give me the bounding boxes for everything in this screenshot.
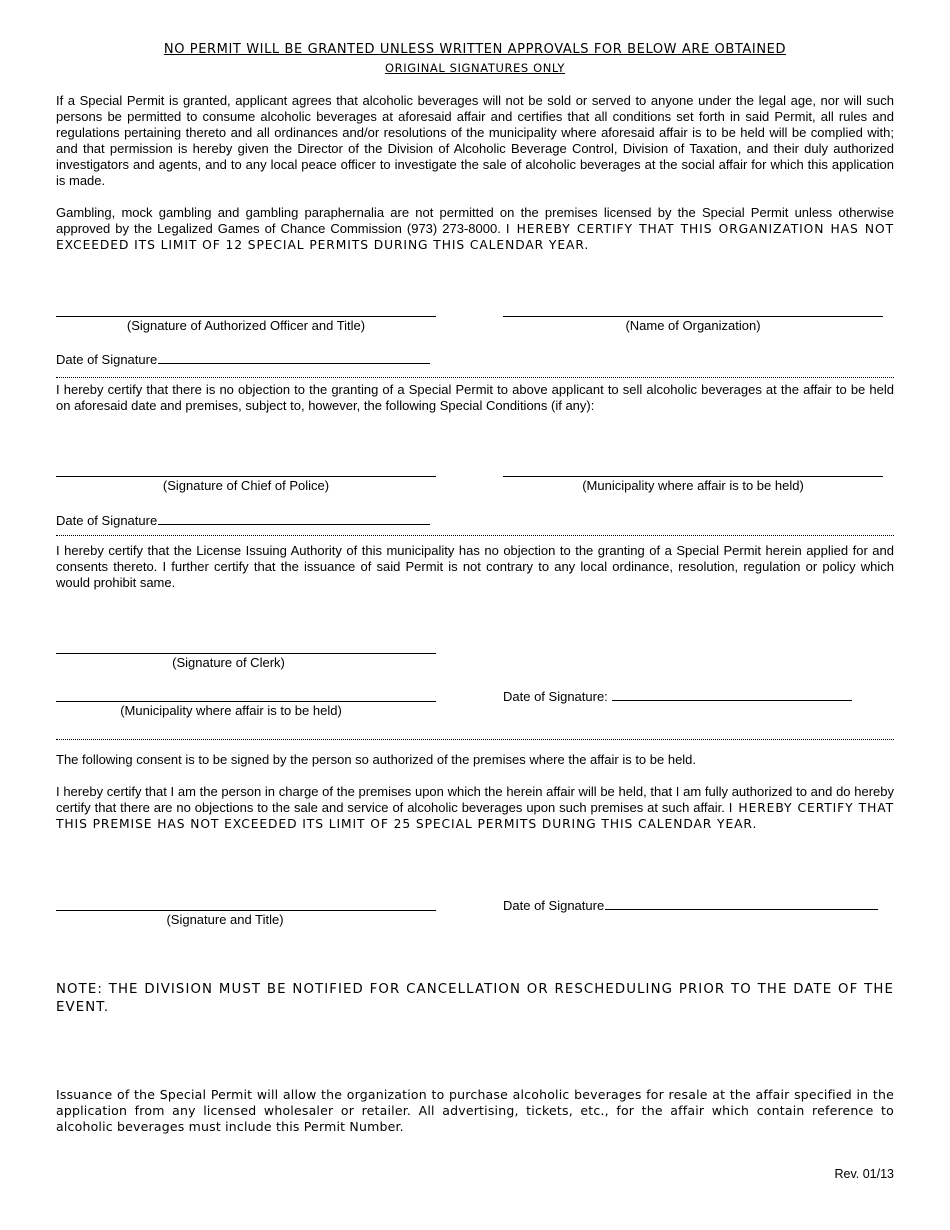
applicant-date-field[interactable] [56, 350, 430, 368]
organization-name-caption: (Name of Organization) [625, 318, 761, 333]
premises-signature-caption: (Signature and Title) [166, 912, 284, 927]
clerk-signature-caption: (Signature of Clerk) [172, 655, 285, 670]
clerk-certification: I hereby certify that the License Issuing Authority of this municipality has no objection to the granting of a Special Permit herein applied for and consents thereto. I further certify that the issuance of said Permit is not contrary to any local ordinance, resolution, regulation or policy which would prohibit same. [56, 543, 894, 590]
revision-label: Rev. 01/13 [834, 1167, 894, 1181]
premises-limit-certification: I HEREBY CERTIFY THAT THIS PREMISE HAS NOT EXCEEDED ITS LIMIT OF 25 SPECIAL PERMITS DURING THIS CALENDAR YEAR. [56, 801, 894, 831]
police-date-label: Date of Signature [56, 513, 158, 528]
applicant-date-label: Date of Signature [56, 352, 158, 367]
section-divider [56, 377, 894, 378]
premises-date-label: Date of Signature [503, 898, 605, 913]
police-certification: I hereby certify that there is no objection to the granting of a Special Permit to above applicant to sell alcoholic beverages at the affair to be held on aforesaid date and premises, subject to, however, the following Special Conditions (if any): [56, 382, 894, 413]
clerk-date-label: Date of Signature: [503, 689, 608, 704]
cancellation-note: NOTE: THE DIVISION MUST BE NOTIFIED FOR CANCELLATION OR RESCHEDULING PRIOR TO THE DATE OF THE EVENT. [56, 982, 894, 1015]
form-subtitle: ORIGINAL SIGNATURES ONLY [384, 61, 566, 75]
form-title: NO PERMIT WILL BE GRANTED UNLESS WRITTEN APPROVALS FOR BELOW ARE OBTAINED [163, 42, 787, 57]
section-divider [56, 535, 894, 536]
clerk-municipality-caption: (Municipality where affair is to be held) [120, 703, 342, 718]
premises-date-line[interactable] [605, 896, 878, 910]
clerk-date-field[interactable] [503, 687, 852, 705]
section-divider [56, 739, 894, 740]
police-municipality-caption: (Municipality where affair is to be held) [582, 478, 804, 493]
organization-limit-certification: I HEREBY CERTIFY THAT THIS ORGANIZATION HAS NOT EXCEEDED ITS LIMIT OF 12 SPECIAL PERMITS DURING THIS CALENDAR YEAR. [56, 222, 895, 252]
police-signature-line[interactable] [56, 476, 436, 477]
gambling-text: Gambling, mock gambling and gambling paraphernalia are not permitted on the premises licensed by the Special Permit unless otherwise approved by the Legalized Games of Chance Commission (973) 273-8000. [56, 205, 894, 236]
police-date-field[interactable] [56, 511, 430, 529]
premises-intro: The following consent is to be signed by the person so authorized of the premises where the affair is to be held. [56, 752, 697, 767]
issuance-paragraph: Issuance of the Special Permit will allow the organization to purchase alcoholic beverages for resale at the affair specified in the application from any licensed wholesaler or retailer. All advertising, tickets, etc., for the affair which contain reference to alcoholic beverages must include this Permit Number. [56, 1087, 894, 1134]
premises-certification [56, 784, 894, 832]
police-signature-caption: (Signature of Chief of Police) [162, 478, 330, 493]
police-date-line[interactable] [158, 511, 430, 525]
premises-date-field[interactable] [503, 896, 878, 914]
officer-signature-caption: (Signature of Authorized Officer and Title) [126, 318, 366, 333]
organization-name-line[interactable] [503, 316, 883, 317]
police-municipality-line[interactable] [503, 476, 883, 477]
premises-certification-text: I hereby certify that I am the person in charge of the premises upon which the herein affair will be held, that I am fully authorized to and do hereby certify that there are no objections to the sale and service of alcoholic beverages upon such premises at such affair. [56, 784, 894, 815]
clerk-date-line[interactable] [612, 687, 852, 701]
intro-paragraph: If a Special Permit is granted, applicant agrees that alcoholic beverages will not be sold or served to anyone under the legal age, nor will such persons be permitted to consume alcoholic beverages at aforesaid affair and certifies that all conditions set forth in said Permit, all rules and regulations pertaining thereto and all ordinances and/or resolutions of the municipality where aforesaid affair is to be held will be complied with; and that permission is hereby given the Director of the Division of Alcoholic Beverage Control, Division of Taxation, and their duly authorized investigators and agents, and to any local peace officer to investigate the sale of alcoholic beverages at the social affair for which this application is made. [56, 93, 894, 188]
officer-signature-line[interactable] [56, 316, 436, 317]
clerk-municipality-line[interactable] [56, 701, 436, 702]
clerk-signature-line[interactable] [56, 653, 436, 654]
applicant-date-line[interactable] [158, 350, 430, 364]
gambling-paragraph [56, 205, 894, 253]
premises-signature-line[interactable] [56, 910, 436, 911]
